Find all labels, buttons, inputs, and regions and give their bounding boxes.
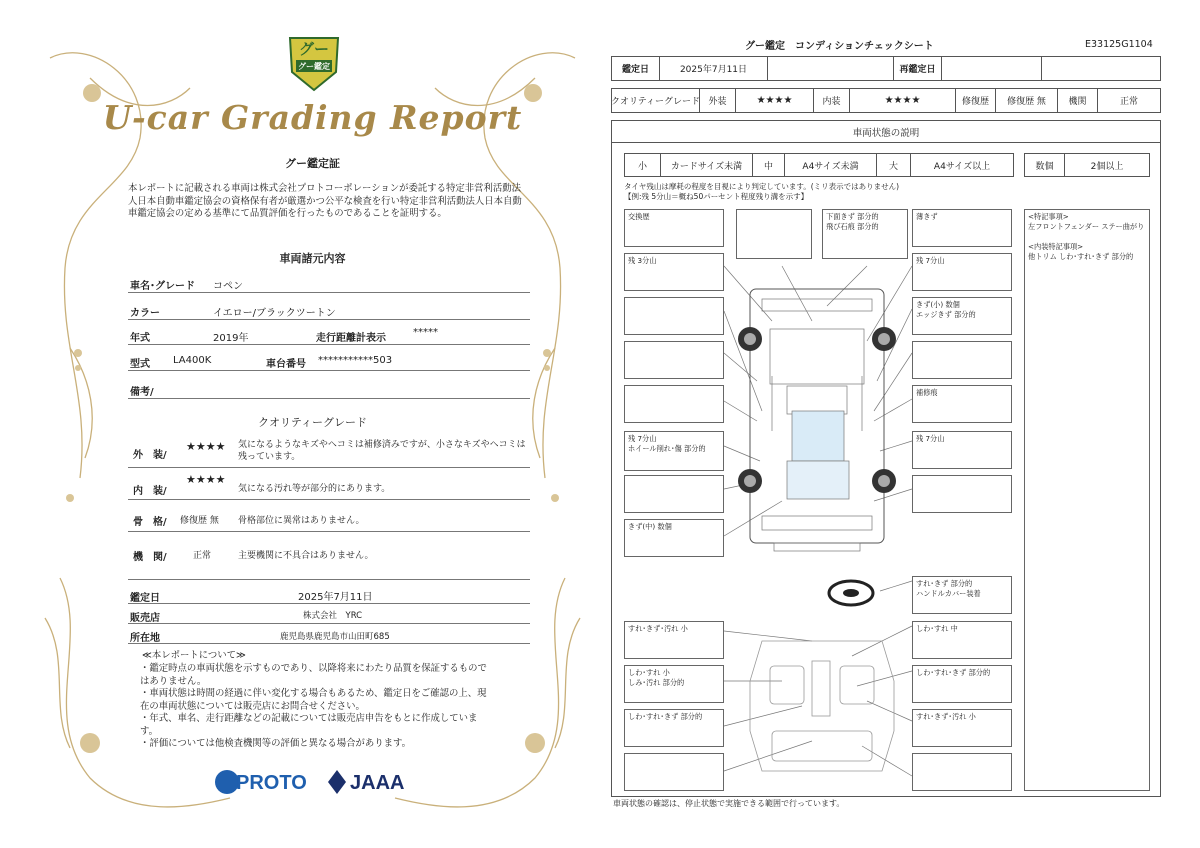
sheet-footer: 車両状態の確認は、停止状態で実施できる範囲で行っています。 [613,799,845,808]
explanation-title: 車両状態の説明 [612,121,1160,143]
grade-engine-label: 機 関/ [133,552,167,563]
grade-engine-text: 主要機関に不具合はありません。 [238,551,374,561]
interior-special-text: 他トリム しわ･すれ･きず 部分的 [1028,252,1134,261]
legend-large: 大 [877,154,911,176]
legend-small: 小 [625,154,661,176]
grade-exterior-label: 外 装/ [133,450,167,461]
spec-mileage-label: 走行距離計表示 [316,333,386,344]
grade-heading: クオリティーグレード [258,416,367,429]
sheet-code: E33125G1104 [1085,39,1153,50]
goo-badge: グー グー鑑定 [286,32,342,92]
date-table [611,56,1161,81]
tire-note-2: 【例:残 5分山＝概ね50パーセント程度残り溝を示す】 [624,192,809,201]
note-console: すれ･きず･汚れ 小 [912,709,1012,747]
address-label: 所在地 [130,633,160,644]
date-label: 鑑定日 [130,593,160,604]
sheet-title: グー鑑定 コンディションチェックシート [745,41,934,52]
grade-frame-text: 骨格部位に異常はありません。 [238,516,365,526]
legend-medium-desc: A4サイズ未満 [785,154,877,176]
note-door-left: しわ･すれ･きず 部分的 [624,709,724,747]
grade-row-frame [128,500,530,532]
ext-label: 外装 [700,89,736,112]
grading-certificate [30,18,595,830]
grade-row-interior [128,468,530,500]
grade-frame-label: 骨 格/ [133,517,167,528]
legend-count: 数個 [1025,154,1065,176]
address-value: 鹿児島県鹿児島市山田町685 [280,632,390,642]
note-dashboard: すれ･きず･汚れ 小 [624,621,724,659]
note-small-scratches: きず(小) 数個 エッジきず 部分的 [912,297,1012,335]
sheet-date-blank [768,57,894,80]
grade-frame-status: 修復歴 無 [180,516,219,526]
special-text: 左フロントフェンダー ステー曲がり [1028,222,1145,231]
spec-row-year [128,320,530,345]
legend-count-desc: 2個以上 [1090,161,1124,172]
grade-interior-text: 気になる汚れ等が部分的にあります。 [238,484,391,494]
note-tire-front-right: 残 7分山 [912,253,1012,291]
dealer-value: 株式会社 YRC [303,611,363,621]
note-scratch-medium: きず(中) 数個 [624,519,724,557]
note-box-blank-2 [624,341,724,379]
spec-row-notes [128,371,530,399]
spec-year-label: 年式 [130,333,150,344]
spec-year-value: 2019年 [213,333,249,344]
sheet-date-label: 鑑定日 [612,57,660,80]
legend-medium: 中 [753,154,785,176]
spec-mileage-value: ***** [413,327,438,338]
note-tire-rear-left: 残 7分山 ホイール削れ･傷 部分的 [624,431,724,471]
note-box-blank-6 [912,341,1012,379]
spec-color-label: カラー [130,308,160,319]
spec-model-value: LA400K [173,355,212,366]
spec-model-label: 型式 [130,359,150,370]
report-title: U-car Grading Report [102,98,523,137]
grade-interior-label: 内 装/ [133,486,167,497]
note-box-blank-4 [624,475,724,513]
ext-stars: ★★★★ [736,89,814,112]
grade-row-exterior [128,430,530,468]
legend-large-desc: A4サイズ以上 [933,161,991,172]
note-replacement-history: 交換歴 [624,209,724,247]
notice-2: ・車両状態は時間の経過に伴い変化する場合もあるため、鑑定日をご確認の上、現在の車両状態については販売店にお問合せください。 [140,688,487,712]
special-title: <特記事項> [1028,212,1069,221]
condition-check-sheet [605,30,1170,820]
date-value: 2025年7月11日 [298,592,373,603]
grade-table [611,88,1161,113]
reinspect-value [942,57,1042,80]
note-seat-right: しわ･すれ 中 [912,621,1012,659]
spec-row-model [128,345,530,371]
note-tire-front-left: 残 3分山 [624,253,724,291]
spec-row-name [128,266,530,293]
int-label: 内装 [814,89,850,112]
engine-value: 正常 [1119,97,1138,107]
qg-label: クオリティーグレード [612,89,700,112]
specs-heading: 車両諸元内容 [279,252,346,265]
notice-title: ≪本レポートについて≫ [142,650,246,661]
badge-text: グー鑑定 [298,62,330,71]
date-row [128,580,530,604]
note-box-blank-3 [624,385,724,423]
proto-logo-text: PROTO [236,772,307,794]
explanation-panel [611,120,1161,797]
note-steering: すれ･きず 部分的 ハンドルカバー装着 [912,576,1012,614]
note-box-blank-1 [624,297,724,335]
note-repair-mark: 補修痕 [912,385,1012,423]
note-seat-left: しわ･すれ 小 しみ･汚れ 部分的 [624,665,724,703]
certificate-heading: グー鑑定証 [285,157,340,170]
spec-row-color [128,293,530,320]
note-box-blank-5 [736,209,812,259]
grade-interior-stars: ★★★★ [186,473,226,486]
grade-row-engine [128,532,530,580]
note-light-scratch: 薄きず [912,209,1012,247]
notice-4: ・評価については他検査機関等の評価と異なる場合があります。 [140,738,411,749]
note-tire-rear-right: 残 7分山 [912,431,1012,469]
reinspect-label: 再鑑定日 [894,57,942,80]
int-stars: ★★★★ [850,89,956,112]
repair-value: 修復歴 無 [996,89,1058,112]
dealer-label: 販売店 [130,613,160,624]
notice-1: ・鑑定時点の車両状態を示すものであり、以降将来にわたり品質を保証するものではありません。 [140,663,487,687]
spec-name-label: 車名･グレード [130,281,195,292]
notice-3: ・年式、車名、走行距離などの記載については販売店申告をもとに作成しています。 [140,713,478,737]
note-underbody: 下面きず 部分的 飛び石痕 部分的 [822,209,908,259]
tire-note-1: タイヤ残山は摩耗の程度を目視により判定しています。(ミリ表示ではありません) [624,182,900,191]
interior-special-title: <内装特記事項> [1028,242,1084,251]
engine-label: 機関 [1058,89,1098,112]
spec-color-value: イエロー/ブラックツートン [213,308,336,319]
spec-name-value: コペン [213,281,243,292]
grade-exterior-stars: ★★★★ [186,440,226,453]
grade-engine-status: 正常 [193,551,212,561]
note-box-blank-9 [912,753,1012,791]
note-box-blank-8 [624,753,724,791]
jaaa-logo-text: JAAA [350,772,405,794]
spec-chassis-label: 車台番号 [266,359,306,370]
spec-chassis-value: ***********503 [318,355,393,366]
dealer-row [128,604,530,624]
address-row [128,624,530,644]
note-box-blank-7 [912,475,1012,513]
certificate-intro: 本レポートに記載される車両は株式会社プロトコーポレーションが委託する特定非営利活動法人日本自動車鑑定協会の資格保有者が厳選かつ公平な検査を行い特定非営利活動法人日本自動車鑑定協会の定める基準にて品質評価を行ったものであることを証明する。 [128,183,522,220]
repair-label: 修復歴 [956,89,996,112]
spec-notes-label: 備考/ [130,387,154,398]
special-notes-panel [1024,209,1150,791]
legend-small-desc: カードサイズ未満 [661,154,753,176]
grade-exterior-text: 気になるようなキズやヘコミは補修済みですが、小さなキズやヘコミは残っています。 [238,440,526,462]
sheet-date-value: 2025年7月11日 [660,57,768,80]
note-door-right: しわ･すれ･きず 部分的 [912,665,1012,703]
